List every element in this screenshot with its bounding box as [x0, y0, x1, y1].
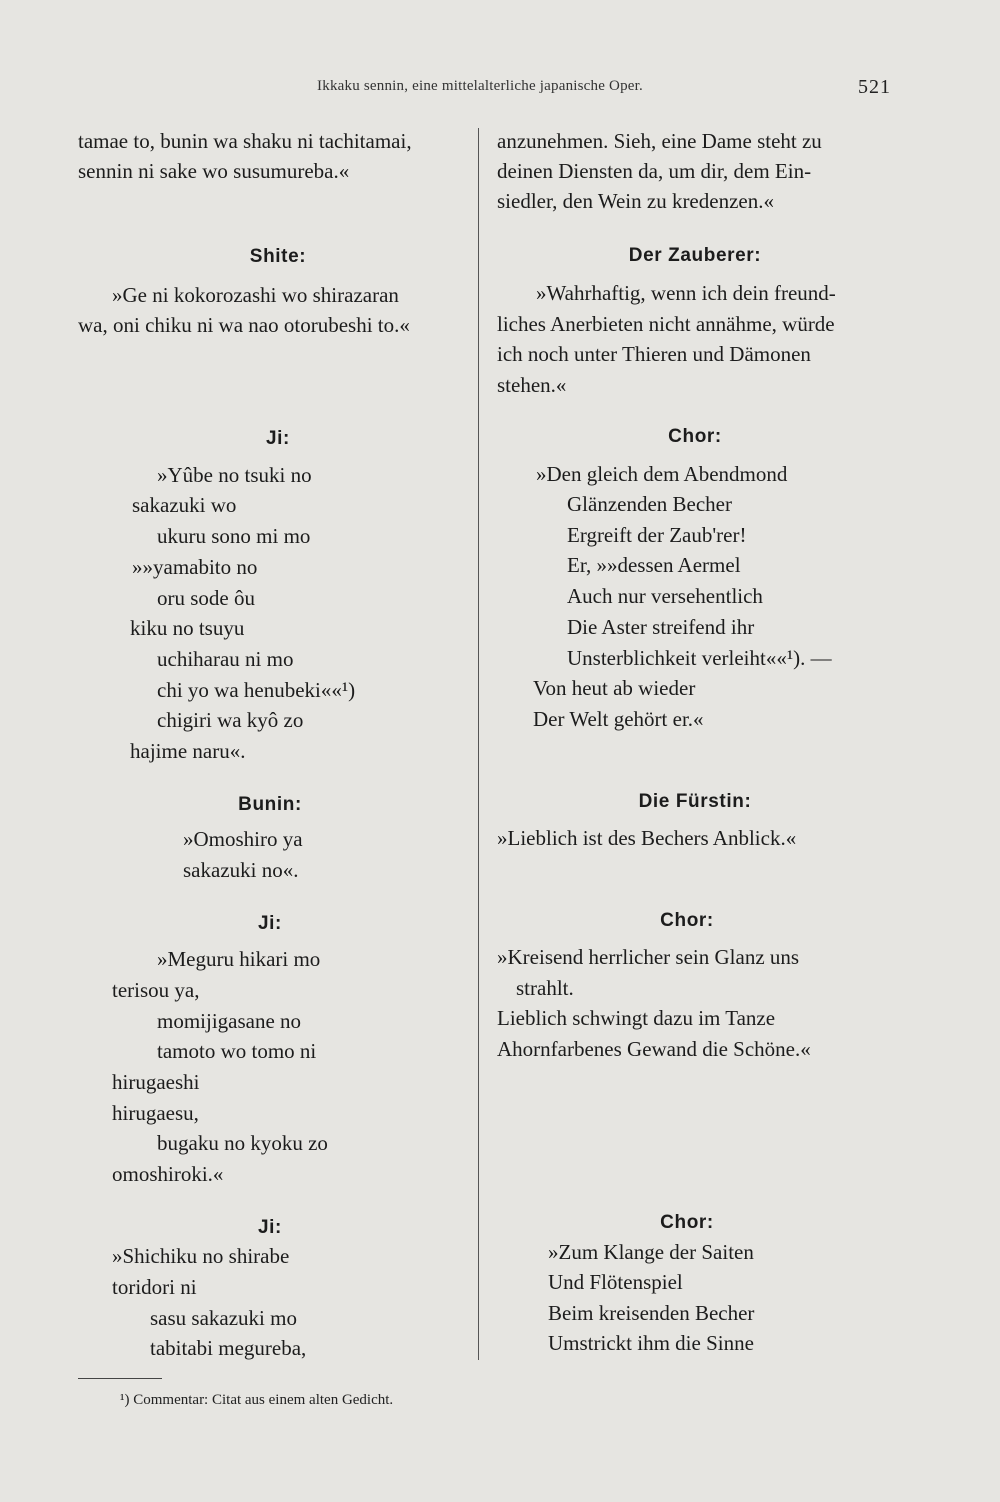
text-line: sennin ni sake wo susumureba.« [78, 159, 350, 183]
text-line: strahlt. [516, 976, 574, 1000]
text-line: ich noch unter Thieren und Dämonen [497, 342, 811, 366]
text-line: ukuru sono mi mo [157, 524, 311, 548]
text-line: »Wahrhaftig, wenn ich dein freund- [536, 281, 836, 305]
speaker-label: Die Fürstin: [638, 791, 752, 812]
text-line: »Lieblich ist des Bechers Anblick.« [497, 826, 797, 850]
footnote: ¹) Commentar: Citat aus einem alten Gedicht. [120, 1392, 394, 1408]
text-line: liches Anerbieten nicht annähme, würde [497, 312, 835, 336]
text-line: kiku no tsuyu [130, 616, 245, 640]
text-line: Die Aster streifend ihr [567, 615, 755, 639]
speaker-label: Bunin: [238, 794, 302, 815]
text-line: anzunehmen. Sieh, eine Dame steht zu [497, 129, 822, 153]
text-line: bugaku no kyoku zo [157, 1131, 328, 1155]
text-line: »Ge ni kokorozashi wo shirazaran [112, 283, 399, 307]
column-divider [478, 128, 479, 1360]
text-line: uchiharau ni mo [157, 647, 294, 671]
text-line: omoshiroki.« [112, 1162, 224, 1186]
speaker-label: Ji: [266, 428, 290, 449]
text-line: hajime naru«. [130, 739, 246, 763]
text-line: deinen Diensten da, um dir, dem Ein- [497, 159, 812, 183]
text-line: oru sode ôu [157, 586, 255, 610]
text-line: chigiri wa kyô zo [157, 708, 304, 732]
text-line: »Meguru hikari mo [157, 947, 321, 971]
text-line: sakazuki wo [132, 493, 237, 517]
text-line: stehen.« [497, 373, 567, 397]
text-line: sasu sakazuki mo [150, 1306, 297, 1330]
text-line: Umstrickt ihm die Sinne [548, 1331, 754, 1355]
text-line: »Den gleich dem Abendmond [536, 462, 788, 486]
footnote-rule [78, 1378, 162, 1379]
speaker-label: Ji: [258, 913, 282, 934]
text-line: »Kreisend herrlicher sein Glanz uns [497, 945, 800, 969]
speaker-label: Shite: [249, 246, 307, 267]
speaker-label: Chor: [660, 1212, 714, 1233]
text-line: tamoto wo tomo ni [157, 1039, 317, 1063]
text-line: »»yamabito no [132, 555, 258, 579]
text-line: Beim kreisenden Becher [548, 1301, 755, 1325]
running-header: Ikkaku sennin, eine mittelalterliche japanische Oper. [317, 78, 643, 94]
text-line: Von heut ab wieder [533, 676, 696, 700]
text-line: siedler, den Wein zu kredenzen.« [497, 189, 774, 213]
text-line: »Omoshiro ya [183, 827, 303, 851]
text-line: terisou ya, [112, 978, 200, 1002]
text-line: wa, oni chiku ni wa nao otorubeshi to.« [78, 313, 410, 337]
text-line: momijigasane no [157, 1009, 302, 1033]
text-line: »Yûbe no tsuki no [157, 463, 312, 487]
speaker-label: Chor: [660, 910, 714, 931]
text-line: Und Flötenspiel [548, 1270, 683, 1294]
text-line: hirugaesu, [112, 1101, 199, 1125]
text-line: sakazuki no«. [183, 858, 299, 882]
text-line: Er, »»dessen Aermel [567, 553, 741, 577]
text-line: tamae to, bunin wa shaku ni tachitamai, [78, 129, 412, 153]
text-line: tabitabi megureba, [150, 1336, 307, 1360]
text-line: hirugaeshi [112, 1070, 200, 1094]
text-line: Unsterblichkeit verleiht««¹). — [567, 646, 832, 670]
text-line: Auch nur versehentlich [567, 584, 763, 608]
speaker-label: Der Zauberer: [628, 245, 762, 266]
text-line: toridori ni [112, 1275, 197, 1299]
text-line: »Zum Klange der Saiten [548, 1240, 754, 1264]
text-line: Glänzenden Becher [567, 492, 732, 516]
text-line: Ergreift der Zaub'rer! [567, 523, 747, 547]
speaker-label: Ji: [258, 1217, 282, 1238]
text-line: »Shichiku no shirabe [112, 1244, 290, 1268]
text-line: Lieblich schwingt dazu im Tanze [497, 1006, 776, 1030]
text-line: chi yo wa henubeki««¹) [157, 678, 356, 702]
speaker-label: Chor: [668, 426, 722, 447]
page-number: 521 [858, 76, 891, 98]
text-line: Der Welt gehört er.« [533, 707, 704, 731]
text-line: Ahornfarbenes Gewand die Schöne.« [497, 1037, 811, 1061]
